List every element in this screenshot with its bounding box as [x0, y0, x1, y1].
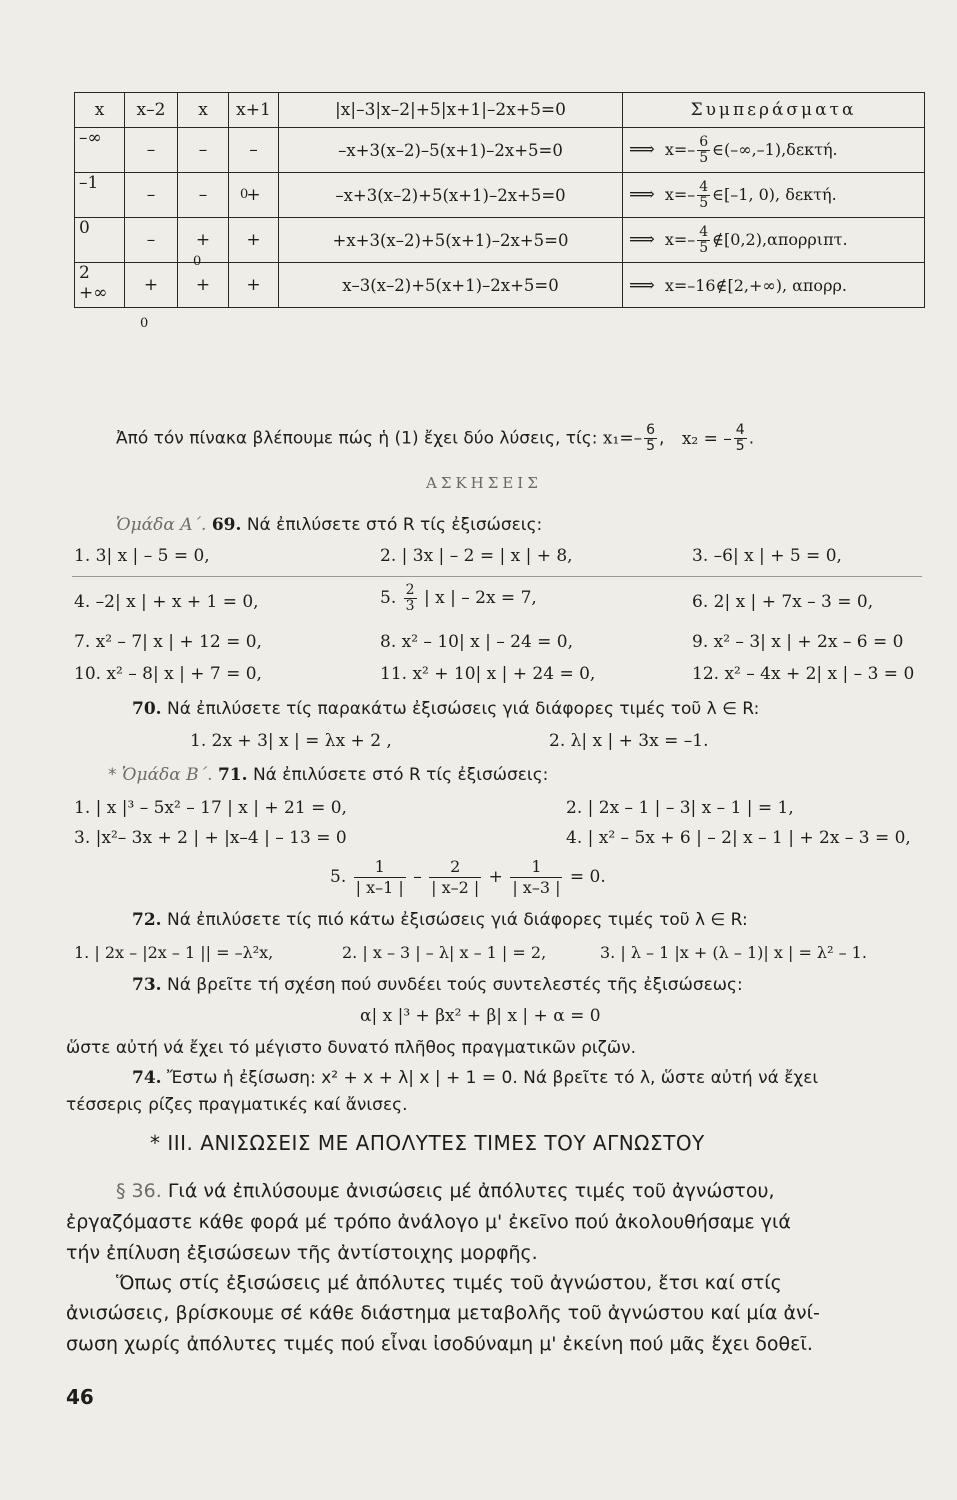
numerator: 6: [646, 422, 655, 438]
sign-cell: +: [178, 218, 229, 263]
implies-arrow: ⟹: [629, 274, 655, 296]
table-row: [75, 173, 925, 218]
divider-line: [72, 576, 922, 577]
exercise-74-text: Ἔστω ἡ ἐξίσωση: x² + x + λ| x | + 1 = 0. Νά βρεῖτε τό λ, ὥστε αὐτή νά ἔχει: [166, 1068, 819, 1088]
para36-line-3: τήν ἐπίλυση ἐξισώσεων τῆς ἀντίστοιχης μορφῆς.: [66, 1242, 538, 1264]
implies-arrow: ⟹: [629, 138, 655, 160]
exercise-70-line: [132, 699, 759, 719]
numerator: 4: [699, 178, 709, 195]
ex69-item-1: 1. 3| x | – 5 = 0,: [74, 546, 210, 566]
col-header-x2: x: [178, 93, 229, 128]
ex72-item-1: 1. | 2x – |2x – 1 || = –λ²x,: [74, 943, 274, 962]
fraction-2: [429, 857, 481, 898]
numerator: 6: [699, 133, 709, 150]
ex71-item-2: 2. | 2x – 1 | – 3| x – 1 | = 1,: [566, 798, 794, 818]
col-header-x-plus-1: x+1: [229, 93, 279, 128]
denominator: 5: [699, 149, 709, 166]
numerator: 4: [735, 422, 745, 438]
fraction: [697, 135, 710, 166]
fraction-two-thirds: [404, 583, 417, 614]
star-icon: *: [108, 765, 117, 785]
fraction: [697, 180, 710, 211]
para36-text-1: Γιά νά ἐπιλύσουμε ἀνισώσεις μέ ἀπόλυτες τιμές τοῦ ἀγνώστου,: [167, 1180, 775, 1202]
ex69-item-5-rest: | x | – 2x = 7,: [423, 588, 537, 608]
denominator: 5: [699, 239, 709, 256]
exercise-72-line: [132, 910, 748, 930]
ex69-item-4: 4. –2| x | + x + 1 = 0,: [74, 592, 259, 612]
sign-cell: –: [125, 218, 178, 263]
ex69-item-2: 2. | 3x | – 2 = | x | + 8,: [380, 546, 573, 566]
ex69-item-7: 7. x² – 7| x | + 12 = 0,: [74, 632, 262, 652]
table-row: [75, 218, 925, 263]
denominator: 5: [699, 194, 709, 211]
zero-marker-x-plus-1: 0: [240, 187, 249, 202]
denominator: | x–2 |: [431, 878, 480, 897]
ex70-item-2: 2. λ| x | + 3x = –1.: [549, 731, 709, 751]
sign-cell: +: [178, 263, 229, 308]
solution-interval: ∉[0,2),απορριπτ.: [712, 229, 848, 249]
col-header-x-minus-2: x–2: [125, 93, 178, 128]
ex69-item-5: [380, 583, 537, 614]
para36-line-6: σωση χωρίς ἀπόλυτες τιμές πού εἶναι ἰσοδύναμη μ' ἐκείνη πού μᾶς ἔχει δοθεῖ.: [66, 1333, 813, 1355]
exercise-71-text: Νά ἐπιλύσετε στό R τίς ἐξισώσεις:: [252, 765, 549, 785]
numerator: 4: [699, 223, 709, 240]
implies-arrow: ⟹: [629, 183, 655, 205]
denominator: | x–1 |: [355, 878, 404, 897]
exercise-number-70: 70.: [132, 699, 162, 719]
point-plus-inf: +∞: [79, 283, 108, 303]
group-b-line: [108, 765, 548, 785]
sign-table: [74, 92, 925, 308]
exercise-number-71: 71.: [217, 765, 248, 785]
ex71-item-1: 1. | x |³ – 5x² – 17 | x | + 21 = 0,: [74, 798, 347, 818]
ex71-item-4: 4. | x² – 5x + 6 | – 2| x – 1 | + 2x – 3 = 0,: [566, 828, 911, 848]
ex74-text2: τέσσερις ρίζες πραγματικές καί ἄνισες.: [66, 1095, 408, 1115]
implies-arrow: ⟹: [629, 228, 655, 250]
exercise-72-text: Νά ἐπιλύσετε τίς πιό κάτω ἐξισώσεις γιά διάφορες τιμές τοῦ λ ∈ R:: [166, 910, 748, 930]
solution-interval: ∉[2,+∞), απορρ.: [715, 275, 847, 295]
numerator: 1: [510, 857, 562, 878]
equation-cell: x–3(x–2)+5(x+1)–2x+5=0: [279, 263, 623, 308]
conclusion-cell: [623, 173, 925, 218]
exercise-number-73: 73.: [132, 975, 162, 995]
sign-cell: +: [125, 263, 178, 308]
col-header-conclusions: Συμπεράσματα: [623, 93, 925, 128]
solution-interval: ∈[–1, 0), δεκτή.: [712, 184, 837, 204]
x1-label: x₁=–: [602, 428, 643, 449]
conclusion-cell: [623, 128, 925, 173]
fraction: [697, 225, 710, 256]
numerator: 2: [429, 857, 481, 878]
ex71-item-5-label: 5.: [330, 867, 347, 887]
ex69-item-5-label: 5.: [380, 588, 397, 608]
solution-lhs: x=–16: [664, 275, 716, 295]
ex70-item-1: 1. 2x + 3| x | = λx + 2 ,: [190, 731, 392, 751]
ex73-text2: ὥστε αὐτή νά ἔχει τό μέγιστο δυνατό πλῆθος πραγματικῶν ριζῶν.: [66, 1038, 637, 1058]
ex71-item-5: [330, 857, 606, 898]
ex71-item-3: 3. |x²– 3x + 2 | + |x–4 | – 13 = 0: [74, 828, 347, 848]
table-row: [75, 263, 925, 308]
conclusion-cell: [623, 263, 925, 308]
sign-cell: +: [229, 263, 279, 308]
exercise-73-line: [132, 975, 743, 995]
para36-line-5: ἀνισώσεις, βρίσκουμε σέ κάθε διάστημα μεταβολῆς τοῦ ἀγνώστου καί μία ἀνί-: [66, 1302, 820, 1324]
denominator: 5: [735, 438, 745, 454]
conclusion-text: Ἀπό τόν πίνακα βλέπουμε πώς ἡ (1) ἔχει δύο λύσεις, τίς:: [116, 428, 598, 449]
ex72-item-3: 3. | λ – 1 |x + (λ – 1)| x | = λ² – 1.: [600, 943, 867, 962]
col-header-x: x: [75, 93, 125, 128]
exercise-73-text: Νά βρεῖτε τή σχέση πού συνδέει τούς συντελεστές τῆς ἐξισώσεως:: [166, 975, 743, 995]
solution-lhs: x=–: [664, 139, 696, 159]
ex69-item-6: 6. 2| x | + 7x – 3 = 0,: [692, 592, 874, 612]
exercise-74-line: [132, 1068, 818, 1088]
fraction-x2: [734, 423, 747, 454]
para36-line-1: [116, 1180, 775, 1202]
exercise-number-69: 69.: [211, 515, 242, 535]
denominator: 5: [646, 438, 655, 454]
solution-lhs: x=–: [664, 229, 696, 249]
operator: –: [413, 867, 422, 887]
sign-cell: –: [125, 128, 178, 173]
point-minus-1: –1: [75, 173, 125, 218]
exercise-69-text: Νά ἐπιλύσετε στό R τίς ἐξισώσεις:: [246, 515, 543, 535]
denominator: 3: [405, 598, 415, 614]
point-minus-inf: –∞: [75, 128, 125, 173]
para36-line-2: ἐργαζόμαστε κάθε φορά μέ τρόπο ἀνάλογο μ' ἐκεῖνο πού ἀκολουθήσαμε γιά: [66, 1211, 791, 1233]
ex72-item-2: 2. | x – 3 | – λ| x – 1 | = 2,: [342, 943, 547, 962]
sign-cell: +: [229, 173, 279, 218]
ex69-item-12: 12. x² – 4x + 2| x | – 3 = 0: [692, 664, 915, 684]
sign-cell: –: [229, 128, 279, 173]
sign-cell: +: [229, 218, 279, 263]
denominator: | x–3 |: [512, 878, 561, 897]
section-heading: [150, 1131, 705, 1155]
ex69-item-10: 10. x² – 8| x | + 7 = 0,: [74, 664, 262, 684]
sign-cell: –: [178, 128, 229, 173]
x2-label: x₂ = –: [681, 428, 732, 449]
ex71-item-5-end: = 0.: [569, 867, 606, 887]
point-0: 0: [75, 218, 125, 263]
paragraph-mark: § 36.: [116, 1180, 162, 1202]
ex73-equation: α| x |³ + βx² + β| x | + α = 0: [360, 1006, 601, 1026]
sign-cell: –: [125, 173, 178, 218]
group-b-label: Ὁμάδα Β΄.: [121, 765, 213, 785]
solution-lhs: x=–: [664, 184, 696, 204]
conclusion-end: .: [748, 428, 755, 449]
equation-cell: –x+3(x–2)–5(x+1)–2x+5=0: [279, 128, 623, 173]
zero-marker-x-minus-2: 0: [140, 316, 149, 331]
sign-cell: –: [178, 173, 229, 218]
conclusion-line: Ἀπό τόν πίνακα βλέπουμε πώς ἡ (1) ἔχει δύο λύσεις, τίς: x₁=– $\frac{6}{5}$ , x₂ = – $\frac{4}{5}$ .: [116, 422, 755, 454]
equation-cell: –x+3(x–2)+5(x+1)–2x+5=0: [279, 173, 623, 218]
ex69-item-8: 8. x² – 10| x | – 24 = 0,: [380, 632, 574, 652]
point-2-label: 2: [79, 263, 90, 283]
operator: +: [488, 867, 503, 887]
exercises-heading: ΑΣΚΗΣΕΙΣ: [426, 474, 542, 492]
group-a-label: Ὁμάδα Α΄.: [116, 515, 207, 535]
col-header-equation: |x|–3|x–2|+5|x+1|–2x+5=0: [279, 93, 623, 128]
conclusion-cell: [623, 218, 925, 263]
equation-cell: +x+3(x–2)+5(x+1)–2x+5=0: [279, 218, 623, 263]
section-title: III. ΑΝΙΣΩΣΕΙΣ ΜΕ ΑΠΟΛΥΤΕΣ ΤΙΜΕΣ ΤΟΥ ΑΓΝΩΣΤΟΥ: [167, 1131, 705, 1155]
table-header-row: [75, 93, 925, 128]
fraction-1: [354, 857, 406, 898]
para36-line-4: Ὅπως στίς ἐξισώσεις μέ ἀπόλυτες τιμές τοῦ ἀγνώστου, ἔτσι καί στίς: [116, 1272, 782, 1294]
exercise-70-text: Νά ἐπιλύσετε τίς παρακάτω ἐξισώσεις γιά διάφορες τιμές τοῦ λ ∈ R:: [166, 699, 760, 719]
point-2: [75, 263, 125, 308]
ex69-item-9: 9. x² – 3| x | + 2x – 6 = 0: [692, 632, 904, 652]
ex69-item-3: 3. –6| x | + 5 = 0,: [692, 546, 842, 566]
exercise-number-74: 74.: [132, 1068, 162, 1088]
star-icon: *: [150, 1131, 161, 1155]
fraction-3: [510, 857, 562, 898]
numerator: 2: [405, 582, 415, 598]
fraction-x1: [644, 423, 657, 454]
group-a-line: [116, 515, 542, 535]
table-row: [75, 128, 925, 173]
ex69-item-11: 11. x² + 10| x | + 24 = 0,: [380, 664, 596, 684]
numerator: 1: [354, 857, 406, 878]
solution-interval: ∈(–∞,–1),δεκτή.: [712, 139, 838, 159]
zero-marker-x: 0: [193, 254, 202, 269]
page-number: 46: [66, 1385, 94, 1409]
exercise-number-72: 72.: [132, 910, 162, 930]
